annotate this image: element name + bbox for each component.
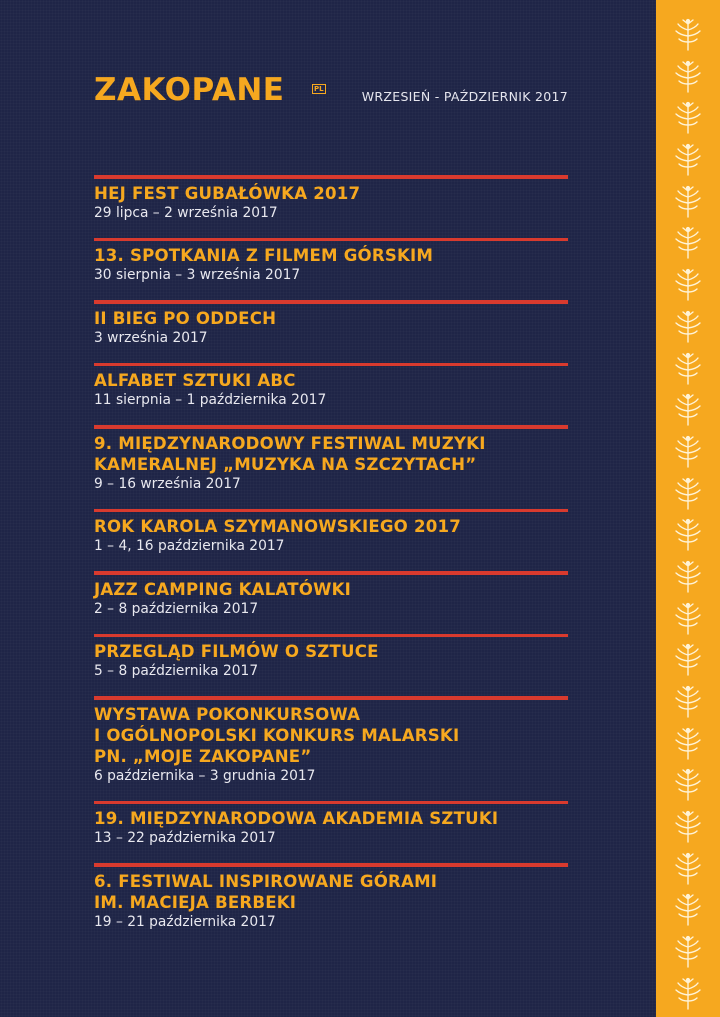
event-item: [94, 863, 568, 931]
event-title: 13. SPOTKANIA Z FILMEM GÓRSKIM: [94, 246, 434, 265]
highlander-ornament-icon: [673, 518, 703, 552]
divider: [94, 509, 568, 513]
event-title: I OGÓLNOPOLSKI KONKURS MALARSKI: [94, 725, 460, 745]
event-date: 6 października – 3 grudnia 2017: [94, 767, 316, 784]
highlander-ornament-icon: [673, 268, 703, 302]
event-title: ROK KAROLA SZYMANOWSKIEGO 2017: [94, 517, 461, 536]
highlander-ornament-icon: [673, 727, 703, 761]
event-title: PRZEGLĄD FILMÓW O SZTUCE: [94, 642, 379, 661]
divider: [94, 634, 568, 638]
divider: [94, 175, 568, 179]
highlander-ornament-icon: [673, 977, 703, 1011]
divider: [94, 801, 568, 805]
event-item: [94, 175, 568, 222]
event-date: 29 lipca – 2 września 2017: [94, 204, 278, 221]
highlander-ornament-icon: [673, 685, 703, 719]
highlander-ornament-icon: [673, 352, 703, 386]
highlander-ornament-icon: [673, 810, 703, 844]
highlander-ornament-icon: [673, 143, 703, 177]
highlander-ornament-icon: [673, 101, 703, 135]
event-item: [94, 300, 568, 347]
highlander-ornament-icon: [673, 602, 703, 636]
event-date: 13 – 22 października 2017: [94, 830, 276, 846]
event-title: KAMERALNEJ „MUZYKA NA SZCZYTACH”: [94, 454, 477, 474]
divider: [94, 300, 568, 304]
highlander-ornament-icon: [673, 18, 703, 52]
highlander-ornament-icon: [673, 852, 703, 886]
event-item: [94, 634, 568, 681]
event-date: 9 – 16 września 2017: [94, 475, 241, 492]
event-title: 9. MIĘDZYNARODOWY FESTIWAL MUZYKI: [94, 433, 486, 453]
highlander-ornament-icon: [673, 643, 703, 677]
logo: ZAKOPANE: [94, 72, 285, 108]
highlander-ornament-icon: [673, 560, 703, 594]
event-date: 3 września 2017: [94, 329, 208, 346]
highlander-ornament-icon: [673, 310, 703, 344]
event-item: [94, 238, 568, 285]
ornament-strip: [656, 0, 720, 1017]
divider: [94, 571, 568, 575]
event-title: 19. MIĘDZYNARODOWA AKADEMIA SZTUKI: [94, 809, 499, 828]
event-date: 30 sierpnia – 3 września 2017: [94, 267, 301, 283]
divider: [94, 363, 568, 367]
event-item: [94, 801, 568, 848]
divider: [94, 238, 568, 242]
event-item: [94, 363, 568, 410]
event-item: [94, 509, 568, 556]
highlander-ornament-icon: [673, 60, 703, 94]
divider: [94, 696, 568, 700]
highlander-ornament-icon: [673, 893, 703, 927]
header: [94, 70, 568, 110]
event-title: HEJ FEST GUBAŁÓWKA 2017: [94, 183, 361, 203]
event-date: 5 – 8 października 2017: [94, 663, 259, 679]
highlander-ornament-icon: [673, 185, 703, 219]
event-item: [94, 696, 568, 785]
event-title: JAZZ CAMPING KALATÓWKI: [94, 579, 352, 599]
event-title: ALFABET SZTUKI ABC: [94, 371, 296, 390]
event-date: 2 – 8 października 2017: [94, 600, 259, 617]
event-title: PN. „MOJE ZAKOPANE”: [94, 746, 312, 766]
event-title: 6. FESTIWAL INSPIROWANE GÓRAMI: [94, 871, 438, 891]
event-date: 1 – 4, 16 października 2017: [94, 538, 285, 554]
event-list: [94, 175, 568, 947]
highlander-ornament-icon: [673, 435, 703, 469]
highlander-ornament-icon: [673, 393, 703, 427]
event-title: IM. MACIEJA BERBEKI: [94, 892, 297, 912]
highlander-ornament-icon: [673, 935, 703, 969]
event-title: WYSTAWA POKONKURSOWA: [94, 704, 361, 724]
logo-suffix: PL: [314, 85, 324, 93]
date-range: WRZESIEŃ - PAŹDZIERNIK 2017: [361, 89, 568, 104]
event-date: 11 sierpnia – 1 października 2017: [94, 392, 327, 408]
event-item: [94, 571, 568, 618]
divider: [94, 863, 568, 867]
event-title: II BIEG PO ODDECH: [94, 308, 277, 328]
highlander-ornament-icon: [673, 226, 703, 260]
event-item: [94, 425, 568, 493]
event-date: 19 – 21 października 2017: [94, 913, 276, 930]
divider: [94, 425, 568, 429]
highlander-ornament-icon: [673, 768, 703, 802]
highlander-ornament-icon: [673, 477, 703, 511]
